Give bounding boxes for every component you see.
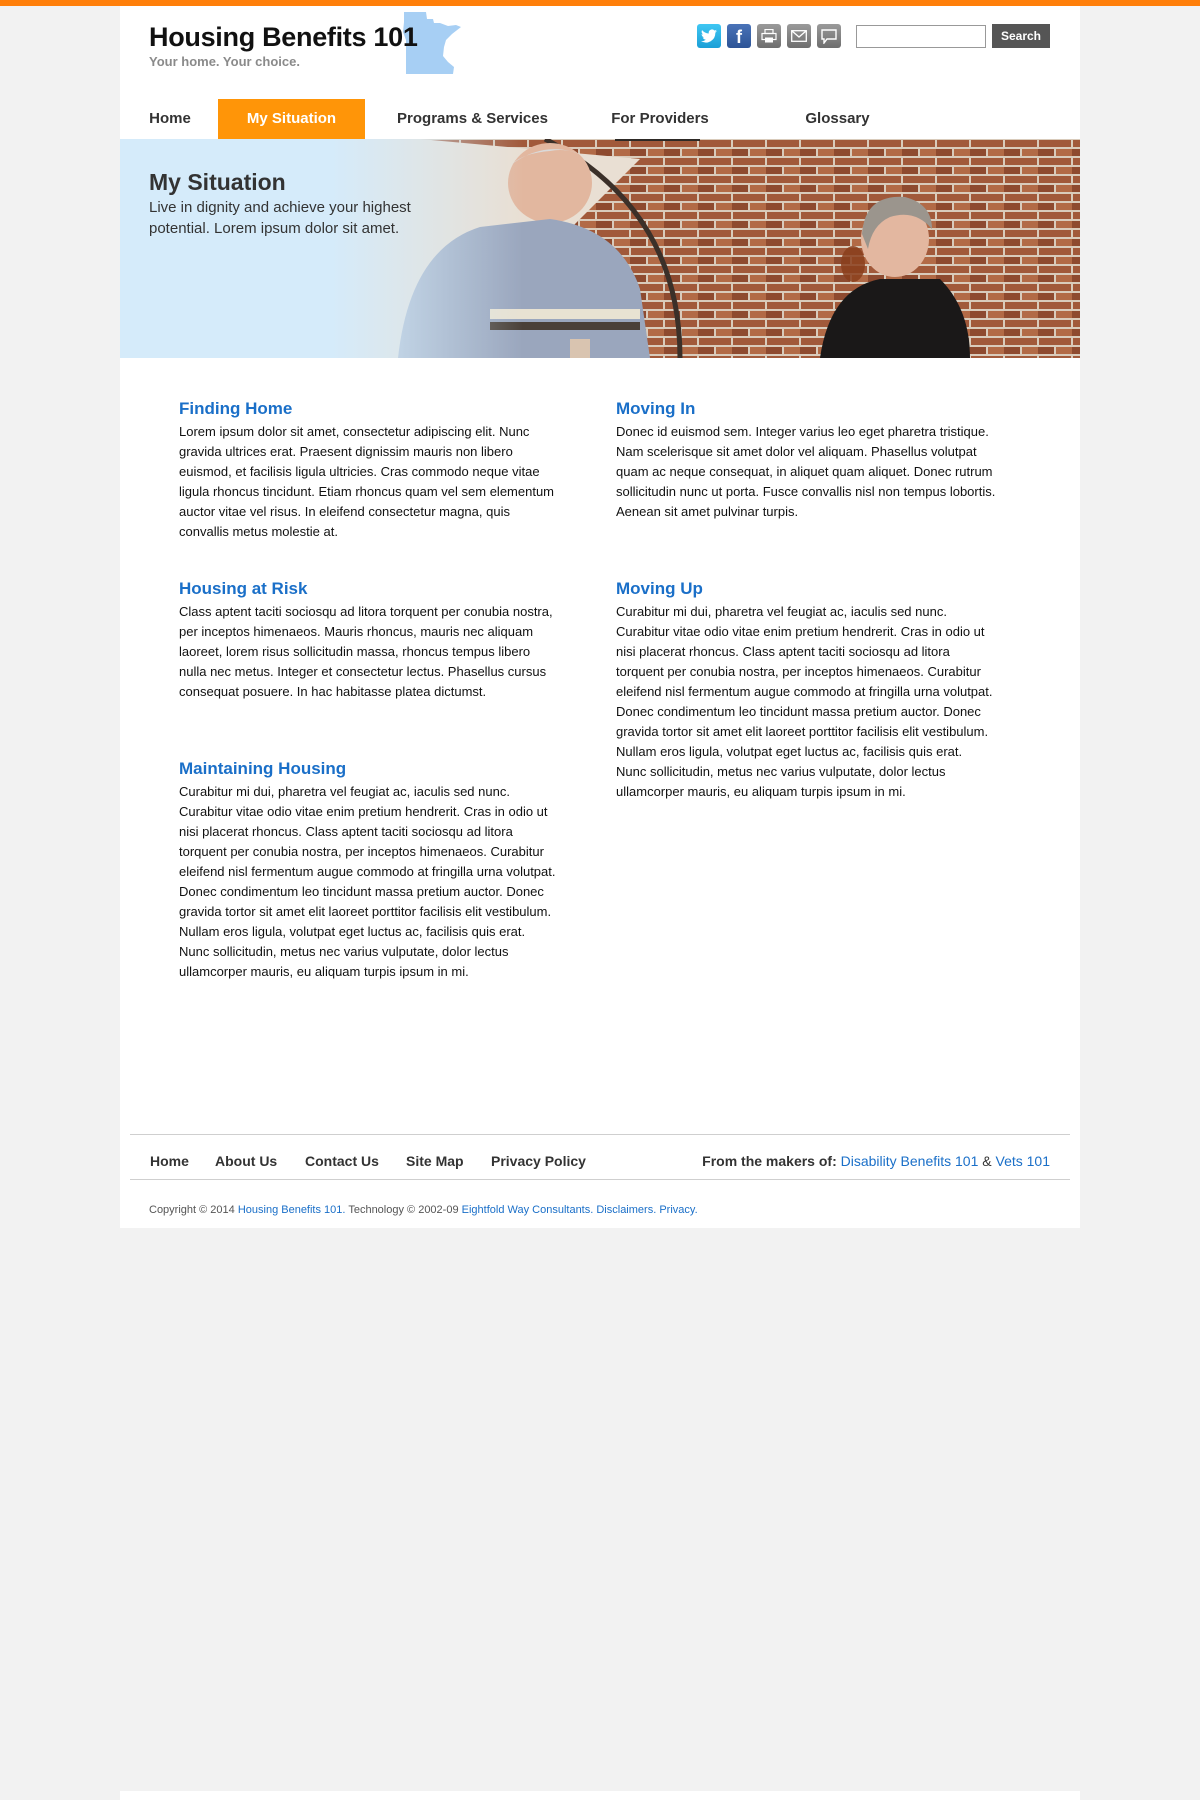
- hero-banner: [120, 139, 1080, 358]
- makers-credit: [702, 1153, 1050, 1169]
- nav-item-for-providers[interactable]: For Providers: [611, 110, 709, 127]
- nav-item-glossary[interactable]: Glossary: [805, 110, 870, 127]
- section-moving-in: [616, 399, 996, 522]
- site-title[interactable]: Housing Benefits 101: [149, 22, 418, 52]
- footer-link-site-map[interactable]: Site Map: [406, 1153, 464, 1169]
- section-body: Donec condimentum leo tincidunt massa pretium auctor. Donec gravida tortor sit amet elit laoreet porttitor facilisis elit vestibulum. Nullam eros ligula, volutpat eget luctus ac, facilisis quis erat. Nunc sollicitudin, metus nec varius vulputate, dolor lectus ullamcorper mauris, eu aliquam turpis ipsum in mi.: [616, 704, 989, 799]
- nav-item-programs-services[interactable]: Programs & Services: [397, 110, 548, 127]
- footer-link-home[interactable]: Home: [150, 1153, 189, 1169]
- section-finding-home: [179, 399, 559, 542]
- footer-link-contact-us[interactable]: Contact Us: [305, 1153, 379, 1169]
- print-icon[interactable]: [757, 24, 781, 48]
- eightfold-way-link[interactable]: Eightfold Way Consultants.: [461, 1204, 594, 1216]
- privacy-link[interactable]: Privacy.: [659, 1204, 698, 1216]
- copyright-line: [149, 1204, 698, 1216]
- site-tagline: Your home. Your choice.: [149, 54, 300, 69]
- search-button[interactable]: Search: [992, 24, 1050, 48]
- main-nav: [120, 99, 1080, 139]
- footer-divider: [130, 1134, 1070, 1135]
- section-moving-up: [616, 579, 996, 802]
- copyright-tech-text: Technology © 2002-09: [348, 1204, 459, 1216]
- section-body: Curabitur mi dui, pharetra vel feugiat ac, iaculis sed nunc. Curabitur vitae odio vitae enim pretium hendrerit. Cras in odio ut nisi placerat rhoncus. Class aptent taciti sociosqu ad litora torquent per conubia nostra, per inceptos himenaeos. Curabitur eleifend nisl fermentum augue commodo at fringilla urna volutpat.: [179, 784, 556, 879]
- makers-prefix: From the makers of:: [702, 1153, 837, 1169]
- disclaimers-link[interactable]: Disclaimers.: [596, 1204, 657, 1216]
- twitter-icon[interactable]: [697, 24, 721, 48]
- section-title[interactable]: Moving Up: [616, 579, 703, 598]
- hero-subtitle: Live in dignity and achieve your highest potential. Lorem ipsum dolor sit amet.: [149, 199, 411, 237]
- copyright-prefix: Copyright © 2014: [149, 1204, 235, 1216]
- footer-link-about-us[interactable]: About Us: [215, 1153, 278, 1169]
- section-housing-at-risk: [179, 579, 559, 702]
- section-title[interactable]: Maintaining Housing: [179, 759, 347, 778]
- section-body: Donec condimentum leo tincidunt massa pretium auctor. Donec gravida tortor sit amet elit laoreet porttitor facilisis elit vestibulum. Nullam eros ligula, volutpat eget luctus ac, facilisis quis erat. Nunc sollicitudin, metus nec varius vulputate, dolor lectus ullamcorper mauris, eu aliquam turpis ipsum in mi.: [179, 884, 552, 979]
- section-title[interactable]: Finding Home: [179, 399, 293, 418]
- nav-item-home[interactable]: Home: [149, 110, 191, 127]
- bottom-page-edge: [120, 1791, 1080, 1800]
- hero-title: My Situation: [149, 169, 286, 195]
- disability-benefits-link[interactable]: Disability Benefits 101: [840, 1153, 979, 1169]
- page-container: [120, 6, 1080, 1228]
- facebook-icon[interactable]: f: [727, 24, 751, 48]
- nav-item-my-situation[interactable]: My Situation: [218, 99, 365, 139]
- section-maintaining-housing: [179, 759, 559, 982]
- section-body: Lorem ipsum dolor sit amet, consectetur adipiscing elit. Nunc gravida ultrices erat. Praesent dignissim mauris non libero euismod, et facilisis ligula ultricies. Cras commodo neque vitae ligula rhoncus tincidunt. Etiam rhoncus quam vel sem elementum auctor vitae vel risus. In eleifend consectetur magna, quis convallis metus molestie at.: [179, 424, 555, 539]
- email-icon[interactable]: [787, 24, 811, 48]
- section-title[interactable]: Housing at Risk: [179, 579, 308, 598]
- search-input[interactable]: [856, 25, 986, 48]
- section-body: Curabitur mi dui, pharetra vel feugiat ac, iaculis sed nunc. Curabitur vitae odio vitae enim pretium hendrerit. Cras in odio ut nisi placerat rhoncus. Class aptent taciti sociosqu ad litora torquent per conubia nostra, per inceptos himenaeos. Curabitur eleifend nisl fermentum augue commodo at fringilla urna volutpat.: [616, 604, 993, 699]
- footer-link-privacy-policy[interactable]: Privacy Policy: [491, 1153, 586, 1169]
- section-body: Class aptent taciti sociosqu ad litora torquent per conubia nostra, per inceptos himenaeos. Mauris rhoncus, mauris nec aliquam laoreet, lorem risus sollicitudin massa, rhoncus tempus libero nulla nec metus. Integer et consectetur lectus. Phasellus cursus consequat posuere. In hac habitasse platea dictumst.: [179, 604, 553, 699]
- section-title[interactable]: Moving In: [616, 399, 696, 418]
- vets-101-link[interactable]: Vets 101: [995, 1153, 1050, 1169]
- feedback-icon[interactable]: [817, 24, 841, 48]
- makers-ampersand: &: [982, 1153, 992, 1169]
- section-body: Donec id euismod sem. Integer varius leo eget pharetra tristique. Nam scelerisque sit amet dolor vel aliquam. Phasellus volutpat quam ac neque consequat, in aliquet quam aliquet. Donec rutrum sollicitudin nunc ut porta. Fusce convallis nisl non tempus lobortis. Aenean sit amet pulvinar turpis.: [616, 424, 996, 519]
- footer-divider: [130, 1179, 1070, 1180]
- copyright-site-link[interactable]: Housing Benefits 101.: [237, 1204, 346, 1216]
